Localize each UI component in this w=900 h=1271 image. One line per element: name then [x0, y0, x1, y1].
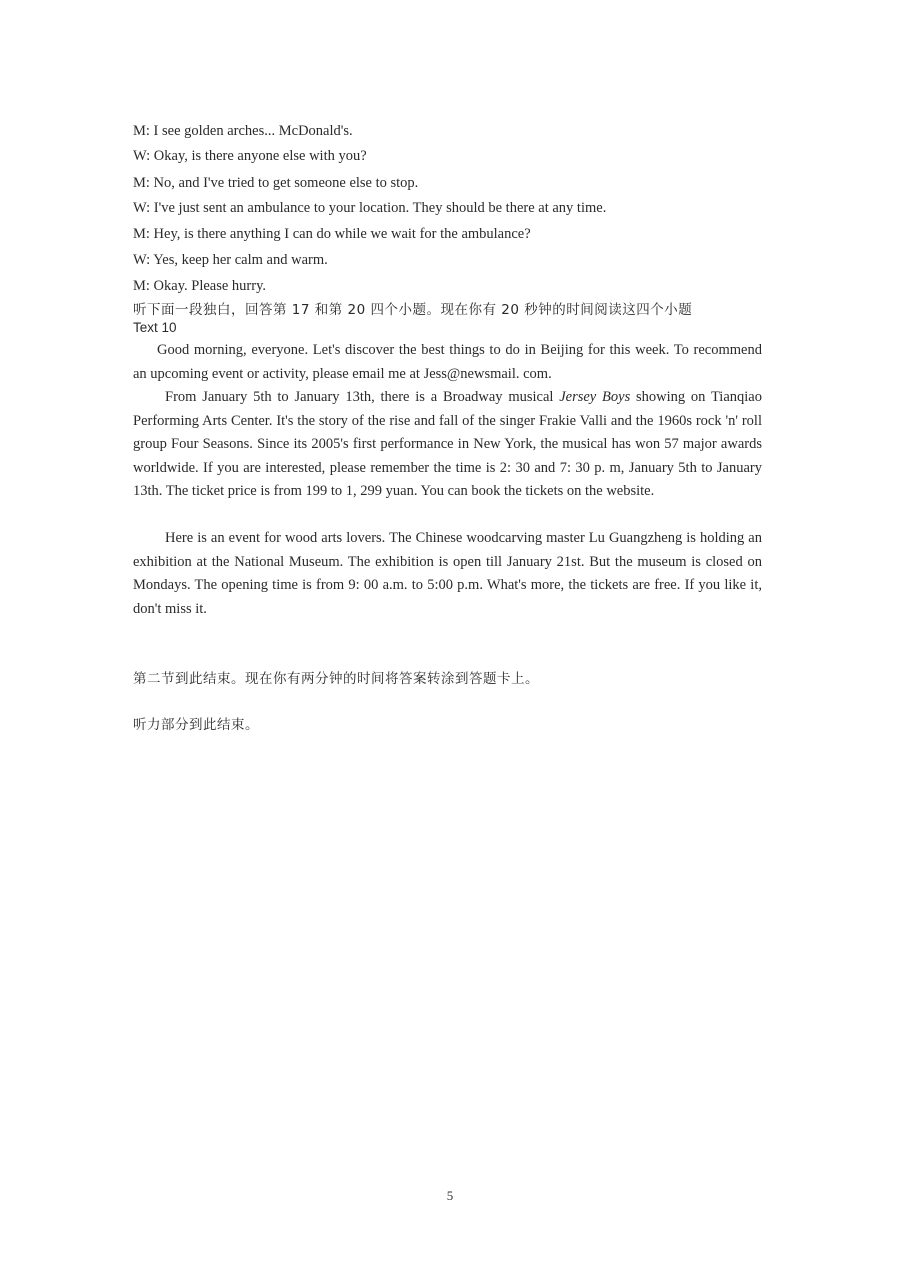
paragraph-intro — [133, 339, 762, 386]
dialogue-line-7: M: Okay. Please hurry. — [133, 278, 267, 294]
paragraph-exhibition — [133, 527, 762, 621]
section-instruction: 听下面一段独白，回答第 17 和第 20 四个小题。现在你有 20 秒钟的时间阅读这四个小题 — [133, 302, 693, 318]
paragraph-exhibition-text: Here is an event for wood arts lovers. The Chinese woodcarving master Lu Guangzheng is holding an exhibition at the National Museum. The exhibition is open till January 21st. But the museum is closed on Mondays. The opening time is from 9: 00 a.m. to 5:00 p.m. What's more, the tickets are free. If you like it, don't miss it. — [133, 530, 762, 617]
paragraph-intro-text: Good morning, everyone. Let's discover the best things to do in Beijing for this week. To recommend an upcoming event or activity, please email me at Jess@newsmail. com. — [133, 342, 762, 382]
page-number: 5 — [446, 1188, 454, 1203]
dialogue-line-1: M: I see golden arches... McDonald's. — [133, 123, 353, 139]
musical-title: Jersey Boys — [559, 389, 631, 405]
text-label: Text 10 — [133, 320, 177, 335]
dialogue-line-3: M: No, and I've tried to get someone else to stop. — [133, 175, 419, 191]
listening-end-note: 听力部分到此结束。 — [133, 717, 259, 733]
paragraph-musical-text-a: From January 5th to January 13th, there is a Broadway musical — [165, 389, 560, 405]
dialogue-line-4: W: I've just sent an ambulance to your location. They should be there at any time. — [133, 200, 607, 216]
paragraph-musical — [133, 386, 762, 504]
dialogue-line-2: W: Okay, is there anyone else with you? — [133, 148, 367, 164]
dialogue-line-6: W: Yes, keep her calm and warm. — [133, 252, 328, 268]
paragraph-musical-text-b: showing on Tianqiao Performing Arts Center. It's the story of the rise and fall of the singer Frakie Valli and the 1960s rock 'n' roll group Four Seasons. Since its 2005's first performance in New York, the musical has won 57 major awards worldwide. If you are interested, please remember the time is 2: 30 and 7: 30 p. m, January 5th to January 13th. The ticket price is from 199 to 1, 299 yuan. You can book the tickets on the website. — [133, 389, 762, 499]
dialogue-line-5: M: Hey, is there anything I can do while we wait for the ambulance? — [133, 226, 531, 242]
section-end-note: 第二节到此结束。现在你有两分钟的时间将答案转涂到答题卡上。 — [133, 671, 539, 687]
